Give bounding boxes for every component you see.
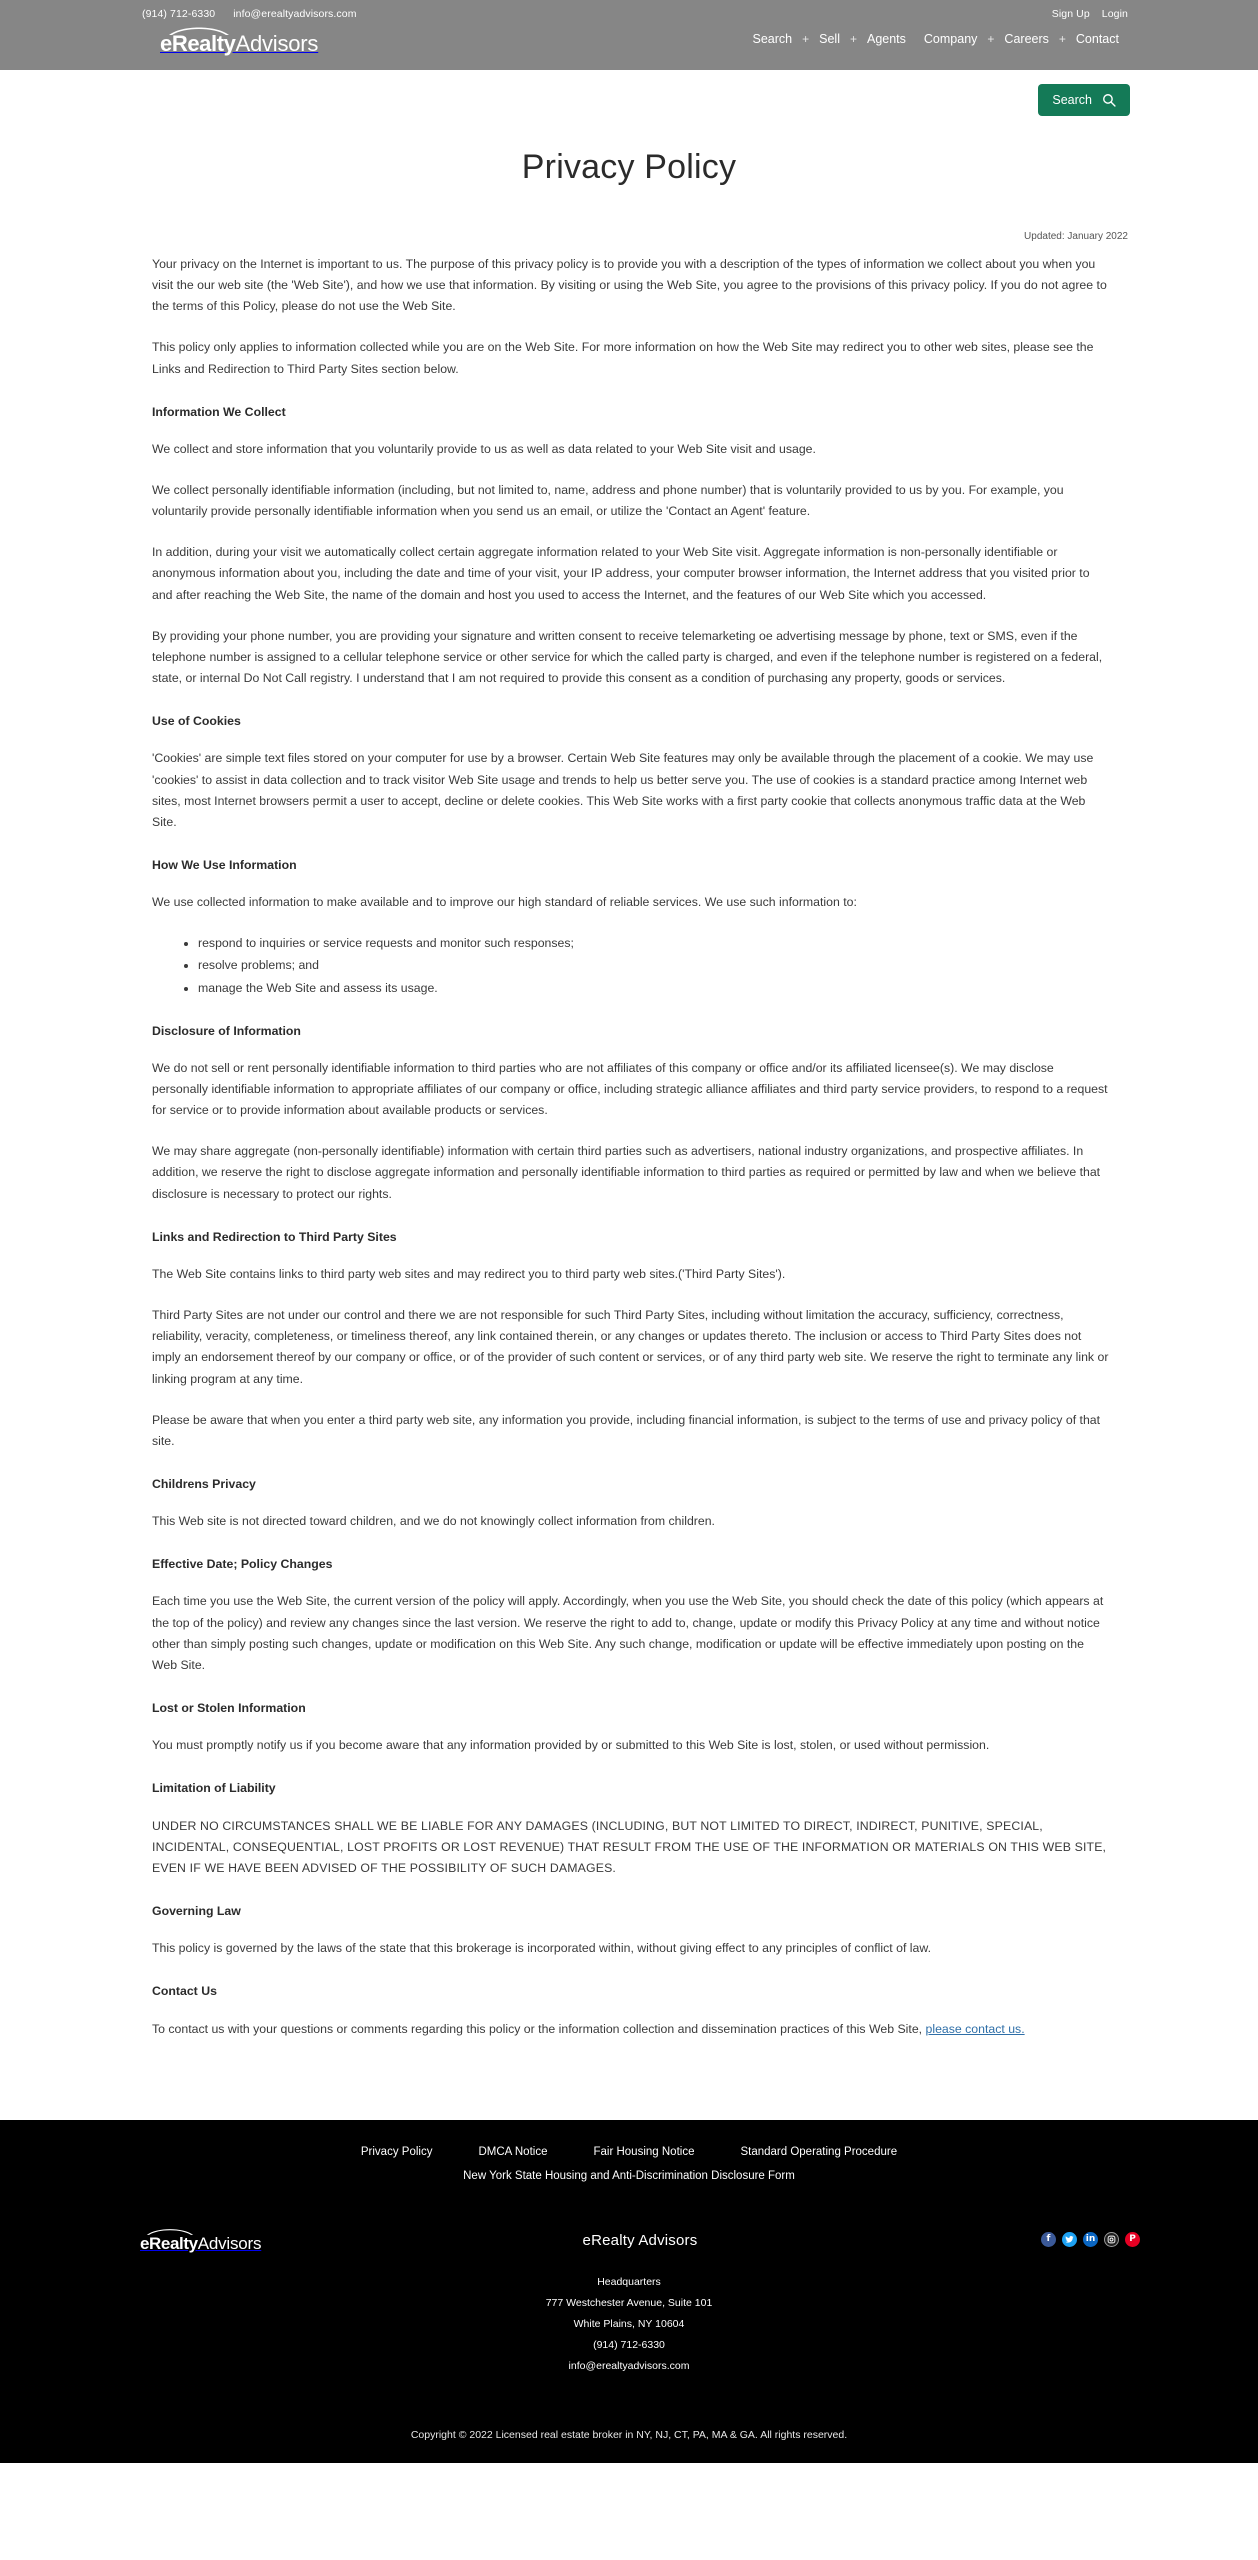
header-phone-link[interactable]: (914) 712-6330: [142, 8, 216, 20]
section-paragraph: We collect and store information that you voluntarily provide to us as well as data related to your Web Site visit and usage.: [152, 441, 816, 456]
nav-item-sell[interactable]: Sell: [819, 32, 840, 46]
facebook-icon[interactable]: f: [1041, 2232, 1056, 2247]
footer-address: [0, 2254, 1258, 2377]
section-paragraph: Third Party Sites are not under our control and there we are not responsible for such Third Party Sites, including without limitation the accuracy, sufficiency, correctness, reliability, veracity, completeness, or timeliness thereof, any link contained therein, or any changes or updates thereto. The inclusion or access to Third Party Sites does not imply an endorsement thereof by our company or office, or of the provider of such content or services, or of any third party web site. We reserve the right to terminate any link or linking program at any time.: [152, 1308, 1109, 1386]
how-we-use-list: [152, 933, 1110, 998]
intro-paragraph: This policy only applies to information collected while you are on the Web Site. For more information on how the Web Site may redirect you to other web sites, please see the Links and Redirection to Third Party Sites section below.: [152, 340, 1094, 376]
footer-copyright: Copyright © 2022 Licensed real estate broker in NY, NJ, CT, PA, MA & GA. All rights reserved.: [410, 2428, 848, 2441]
footer-address-line: Headquarters: [597, 2275, 661, 2288]
logo-text-light: Advisors: [235, 31, 319, 56]
intro-paragraph: Your privacy on the Internet is important to us. The purpose of this privacy policy is to provide you with a description of the types of information we collect about you when you visit the our web site (the 'Web Site'), and how we use that information. By visiting or using the Web Site, you agree to the provisions of this privacy policy. If you do not agree to the terms of this Policy, please do not use the Web Site.: [152, 257, 1107, 314]
footer-logo-text-light: Advisors: [197, 2233, 262, 2253]
section-paragraph: 'Cookies' are simple text files stored on your computer for use by a browser. Certain Web Site features may only be available through the placement of a cookie. We may use 'cookies' to assist in data collection and to track visitor Web Site usage and trends to help us better serve you. The use of cookies is a standard practice among Internet web sites, most Internet browsers permit a user to accept, decline or delete cookies. This Web Site works with a first party cookie that collects anonymous traffic data at the Web Site.: [152, 751, 1094, 829]
list-item: • respond to inquiries or service requests and monitor such responses;: [198, 933, 1110, 954]
section-paragraph: This Web site is not directed toward children, and we do not knowingly collect information from children.: [152, 1514, 715, 1529]
section-paragraph: We do not sell or rent personally identifiable information to third parties who are not affiliates of this company or office and/or its affiliated licensee(s). We may disclose personally identifiable information to appropriate affiliates of our company or office, including strategic alliance affiliates and third party service providers, to respond to a request for service or to provide information about available products or services.: [152, 1060, 1108, 1118]
search-icon: [1102, 93, 1116, 107]
section-heading-governing-law: Governing Law: [152, 1904, 241, 1919]
section-heading-disclosure-of-information: Disclosure of Information: [152, 1023, 301, 1038]
section-heading-links-and-redirection: Links and Redirection to Third Party Sites: [152, 1229, 397, 1244]
section-paragraph: UNDER NO CIRCUMSTANCES SHALL WE BE LIABLE FOR ANY DAMAGES (INCLUDING, BUT NOT LIMITED TO DIRECT, INDIRECT, PUNITIVE, SPECIAL, INCIDENTAL, CONSEQUENTIAL, LOST PROFITS OR LOST REVENUE) THAT RESULT FROM THE USE OF THE INFORMATION OR MATERIALS ON THIS WEB SITE, EVEN IF WE HAVE BEEN ADVISED OF THE POSSIBILITY OF SUCH DAMAGES.: [152, 1818, 1107, 1875]
section-heading-contact-us: Contact Us: [152, 1984, 217, 1999]
nav-item-careers[interactable]: Careers: [1004, 32, 1049, 46]
updated-date: Updated: January 2022: [1024, 231, 1128, 242]
footer-phone[interactable]: (914) 712-6330: [593, 2338, 665, 2351]
login-link[interactable]: Login: [1101, 8, 1128, 20]
contact-us-paragraph: [152, 2019, 1110, 2040]
nav-item-search[interactable]: Search: [752, 32, 793, 46]
instagram-icon[interactable]: [1104, 2232, 1119, 2247]
section-heading-effective-date-policy-changes: Effective Date; Policy Changes: [152, 1557, 333, 1572]
nav-plus-icon: +: [802, 32, 810, 46]
contact-us-text: To contact us with your questions or comments regarding this policy or the information collection and dissemination practices of this Web Site,: [152, 2021, 926, 2036]
section-paragraph: Please be aware that when you enter a third party web site, any information you provide, including financial information, is subject to the terms of use and privacy policy of that site.: [152, 1412, 1101, 1448]
footer-disclosure-row: [0, 2170, 1258, 2208]
section-heading-information-we-collect: Information We Collect: [152, 404, 286, 419]
site-footer: [0, 2120, 1258, 2463]
pinterest-icon[interactable]: P: [1125, 2232, 1140, 2247]
footer-brand-name: eRealty Advisors: [582, 2231, 698, 2249]
main-navigation: [744, 32, 1129, 48]
section-heading-how-we-use-information: How We Use Information: [152, 857, 297, 872]
header-main: [0, 22, 1258, 70]
nav-plus-icon: +: [987, 32, 995, 46]
section-paragraph: Each time you use the Web Site, the current version of the policy will apply. Accordingly, when you use the Web Site, you should check the date of this policy (which appears at the top of the policy) and review any changes since the last version. We reserve the right to add to, change, update or modify this Privacy Policy at any time and without notice other than simply posting such changes, update or modification on this Web Site. Any such change, modification or update will be effective immediately upon posting on the Web Site.: [152, 1594, 1104, 1672]
logo-roof-icon: [146, 2226, 194, 2236]
footer-middle: [0, 2208, 1258, 2254]
section-heading-use-of-cookies: Use of Cookies: [152, 714, 241, 729]
section-heading-childrens-privacy: Childrens Privacy: [152, 1476, 256, 1491]
logo-roof-icon: [168, 24, 230, 36]
section-paragraph: We may share aggregate (non-personally identifiable) information with certain third parties such as advertisers, national industry organizations, and prospective affiliates. In addition, we reserve the right to disclose aggregate information and personally identifiable information to third parties as required or permitted by law and when we believe that disclosure is necessary to protect our rights.: [152, 1144, 1101, 1201]
policy-content: [0, 242, 1258, 2120]
section-paragraph: This policy is governed by the laws of the state that this brokerage is incorporated within, without giving effect to any principles of conflict of law.: [152, 1941, 931, 1956]
site-header: [0, 0, 1258, 70]
footer-link-standard-operating-procedure[interactable]: Standard Operating Procedure: [740, 2145, 898, 2158]
nav-item-company[interactable]: Company: [923, 32, 978, 46]
section-paragraph: In addition, during your visit we automatically collect certain aggregate information related to your Web Site visit. Aggregate information is non-personally identifiable or anonymous information about you, including the date and time of your visit, your IP address, your computer browser information, the Internet address that you visited prior to and after reaching the Web Site, the name of the domain and host you used to access the Internet, and the features of our Web Site which you accessed.: [152, 545, 1090, 602]
search-strip: [0, 70, 1258, 116]
page-title: Privacy Policy: [521, 148, 737, 186]
social-links: [807, 2226, 1140, 2247]
list-item: • manage the Web Site and assess its usage.: [198, 978, 1110, 999]
footer-link-ny-disclosure-form[interactable]: New York State Housing and Anti-Discrimination Disclosure Form: [463, 2169, 795, 2182]
footer-link-privacy-policy[interactable]: Privacy Policy: [360, 2145, 433, 2158]
footer-link-dmca-notice[interactable]: DMCA Notice: [478, 2145, 548, 2158]
nav-plus-icon: +: [849, 32, 857, 46]
footer-logo[interactable]: [140, 2226, 473, 2254]
header-email-link[interactable]: info@erealtyadvisors.com: [233, 8, 357, 20]
section-paragraph: You must promptly notify us if you become aware that any information provided by or submitted to this Web Site is lost, stolen, or used without permission.: [152, 1738, 990, 1753]
footer-email[interactable]: info@erealtyadvisors.com: [568, 2359, 690, 2372]
footer-address-line: 777 Westchester Avenue, Suite 101: [545, 2296, 713, 2309]
twitter-icon[interactable]: [1062, 2232, 1077, 2247]
logo-text-bold: eRealty: [160, 31, 236, 56]
section-heading-limitation-of-liability: Limitation of Liability: [152, 1781, 276, 1796]
nav-item-agents[interactable]: Agents: [866, 32, 906, 46]
linkedin-icon[interactable]: in: [1083, 2232, 1098, 2247]
utility-bar: [0, 0, 1258, 22]
utility-account-group: [1052, 8, 1128, 20]
footer-logo-text-bold: eRealty: [140, 2233, 198, 2253]
nav-plus-icon: +: [1058, 32, 1066, 46]
footer-link-fair-housing-notice[interactable]: Fair Housing Notice: [593, 2145, 695, 2158]
section-paragraph: The Web Site contains links to third party web sites and may redirect you to third party web sites.('Third Party Sites').: [152, 1266, 786, 1281]
section-paragraph: We use collected information to make available and to improve our high standard of reliable services. We use such information to:: [152, 895, 857, 910]
section-paragraph: We collect personally identifiable information (including, but not limited to, name, address and phone number) that is voluntarily provided to us by you. For example, you voluntarily provide personally identifiable information when you send us an email, or utilize the 'Contact an Agent' feature.: [152, 483, 1064, 519]
section-heading-lost-or-stolen-information: Lost or Stolen Information: [152, 1701, 306, 1716]
footer-address-line: White Plains, NY 10604: [573, 2317, 685, 2330]
footer-logo-text: [140, 2234, 261, 2253]
nav-item-contact[interactable]: Contact: [1075, 32, 1119, 46]
search-button[interactable]: [1038, 84, 1130, 116]
footer-links-row: [0, 2146, 1258, 2170]
utility-contact-group: [142, 8, 357, 20]
section-paragraph: By providing your phone number, you are providing your signature and written consent to receive telemarketing oe advertising message by phone, text or SMS, even if the telephone number is assigned to a cellular telephone service or other service for which the called party is charged, and even if the telephone number is registered on a federal, state, or internal Do Not Call registry. I understand that I am not required to provide this consent as a condition of purchasing any property, goods or services.: [152, 628, 1103, 686]
site-logo[interactable]: [160, 24, 318, 56]
list-item: • resolve problems; and: [198, 955, 1110, 976]
contact-us-link[interactable]: please contact us.: [925, 2021, 1025, 2036]
sign-up-link[interactable]: Sign Up: [1051, 8, 1090, 20]
search-button-label: Search: [1052, 93, 1092, 107]
